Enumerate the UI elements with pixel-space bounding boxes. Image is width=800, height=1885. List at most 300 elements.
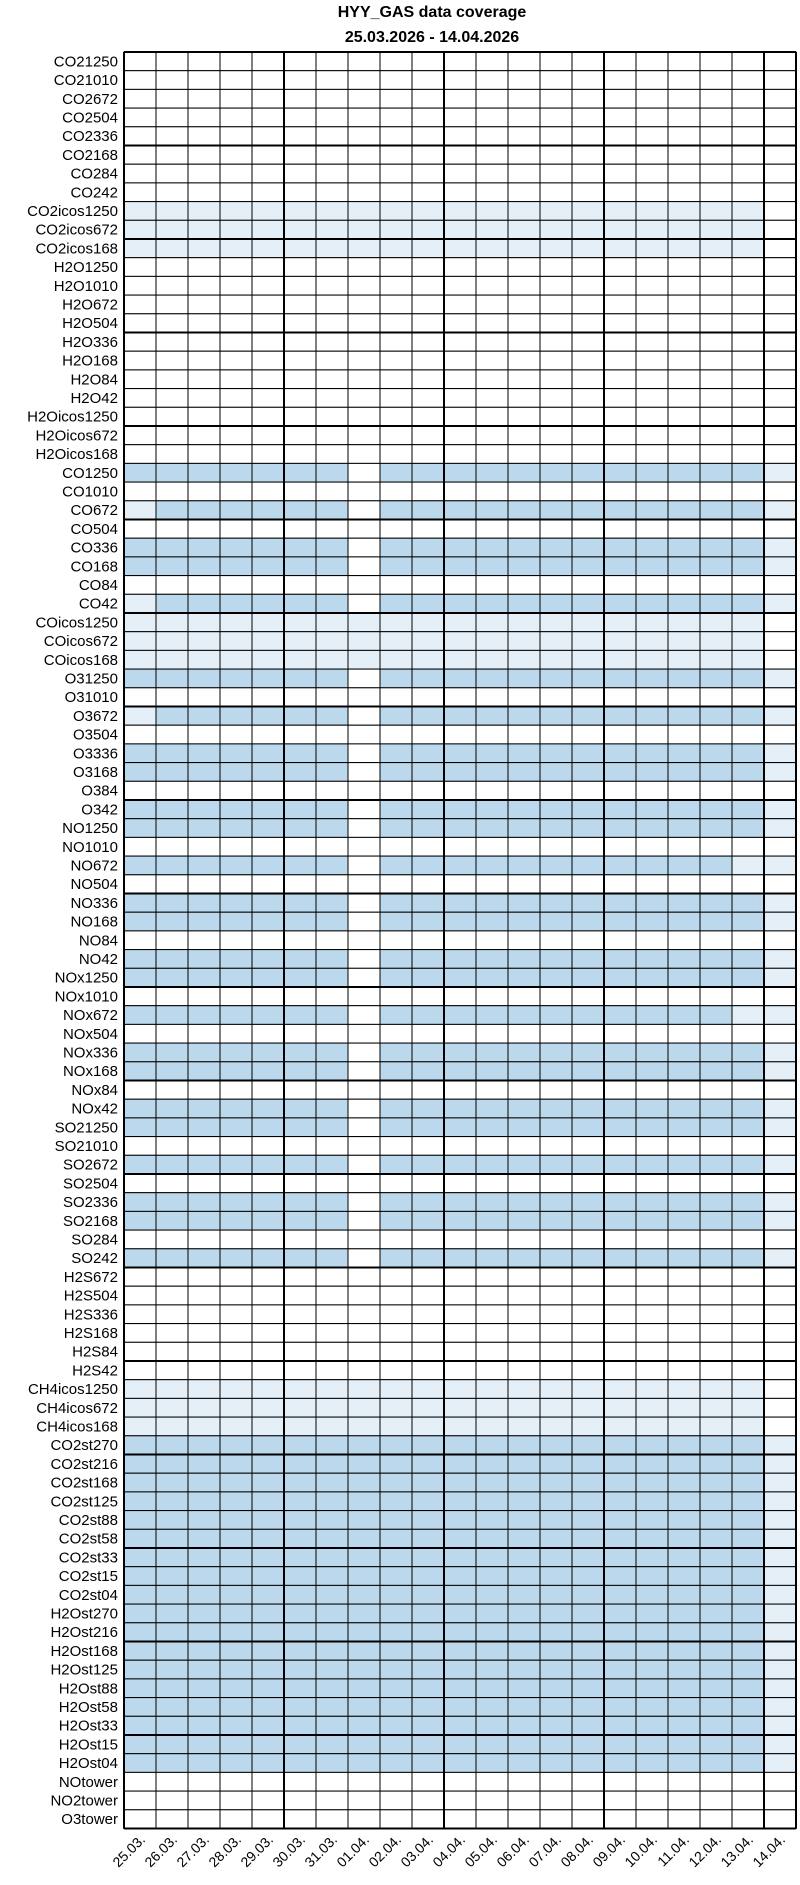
- coverage-cell: [412, 1043, 444, 1062]
- coverage-cell: [732, 800, 764, 819]
- coverage-cell: [380, 1567, 412, 1586]
- coverage-cell: [668, 1380, 700, 1399]
- coverage-cell: [572, 220, 604, 239]
- coverage-cell: [124, 1043, 156, 1062]
- coverage-cell: [412, 725, 444, 744]
- coverage-cell: [732, 89, 764, 108]
- coverage-cell: [604, 482, 636, 501]
- coverage-cell: [540, 407, 572, 426]
- coverage-cell: [508, 89, 540, 108]
- coverage-cell: [764, 669, 796, 688]
- coverage-cell: [636, 52, 668, 71]
- coverage-cell: [348, 351, 380, 370]
- coverage-cell: [348, 1791, 380, 1810]
- coverage-cell: [252, 1249, 284, 1268]
- coverage-cell: [476, 370, 508, 389]
- coverage-cell: [572, 276, 604, 295]
- coverage-cell: [188, 1529, 220, 1548]
- coverage-cell: [732, 445, 764, 464]
- coverage-cell: [124, 183, 156, 202]
- coverage-cell: [476, 1174, 508, 1193]
- coverage-cell: [380, 1137, 412, 1156]
- coverage-cell: [540, 1436, 572, 1455]
- coverage-cell: [604, 837, 636, 856]
- coverage-cell: [636, 1511, 668, 1530]
- coverage-cell: [700, 538, 732, 557]
- coverage-cell: [636, 1230, 668, 1249]
- row-label: CO84: [78, 576, 118, 594]
- coverage-cell: [732, 1492, 764, 1511]
- coverage-cell: [220, 1548, 252, 1567]
- coverage-cell: [316, 1623, 348, 1642]
- coverage-cell: [668, 688, 700, 707]
- row-label: CO2st216: [50, 1455, 118, 1473]
- coverage-cell: [732, 520, 764, 539]
- coverage-cell: [668, 1193, 700, 1212]
- coverage-cell: [540, 1305, 572, 1324]
- coverage-cell: [700, 1492, 732, 1511]
- coverage-cell: [604, 1548, 636, 1567]
- coverage-cell: [668, 1754, 700, 1773]
- coverage-cell: [220, 276, 252, 295]
- coverage-cell: [188, 71, 220, 90]
- coverage-cell: [668, 987, 700, 1006]
- coverage-cell: [572, 1324, 604, 1343]
- coverage-cell: [636, 613, 668, 632]
- coverage-cell: [668, 426, 700, 445]
- coverage-cell: [604, 819, 636, 838]
- coverage-cell: [508, 108, 540, 127]
- coverage-cell: [316, 707, 348, 726]
- coverage-cell: [444, 1660, 476, 1679]
- coverage-cell: [636, 333, 668, 352]
- coverage-cell: [188, 1698, 220, 1717]
- coverage-cell: [188, 1511, 220, 1530]
- coverage-cell: [444, 146, 476, 165]
- coverage-cell: [220, 220, 252, 239]
- coverage-cell: [508, 1230, 540, 1249]
- coverage-cell: [508, 1268, 540, 1287]
- coverage-cell: [220, 1698, 252, 1717]
- coverage-cell: [476, 819, 508, 838]
- coverage-cell: [316, 463, 348, 482]
- coverage-cell: [636, 1398, 668, 1417]
- row-label: COicos672: [43, 633, 118, 651]
- coverage-cell: [764, 314, 796, 333]
- coverage-cell: [220, 314, 252, 333]
- coverage-cell: [476, 1548, 508, 1567]
- coverage-cell: [668, 108, 700, 127]
- coverage-cell: [380, 800, 412, 819]
- coverage-cell: [220, 707, 252, 726]
- coverage-cell: [284, 632, 316, 651]
- coverage-cell: [508, 856, 540, 875]
- coverage-cell: [476, 1155, 508, 1174]
- coverage-cell: [764, 370, 796, 389]
- coverage-cell: [412, 1249, 444, 1268]
- coverage-cell: [220, 370, 252, 389]
- coverage-cell: [316, 71, 348, 90]
- coverage-cell: [764, 594, 796, 613]
- coverage-cell: [572, 1081, 604, 1100]
- coverage-cell: [508, 1735, 540, 1754]
- coverage-cell: [316, 613, 348, 632]
- coverage-cell: [188, 108, 220, 127]
- coverage-cell: [252, 1436, 284, 1455]
- coverage-cell: [124, 1249, 156, 1268]
- coverage-cell: [380, 445, 412, 464]
- coverage-cell: [316, 1567, 348, 1586]
- coverage-cell: [156, 482, 188, 501]
- coverage-cell: [444, 1155, 476, 1174]
- coverage-cell: [572, 931, 604, 950]
- row-label: O3672: [72, 707, 118, 725]
- coverage-cell: [572, 89, 604, 108]
- coverage-cell: [476, 389, 508, 408]
- coverage-cell: [604, 1417, 636, 1436]
- coverage-cell: [444, 239, 476, 258]
- coverage-cell: [412, 781, 444, 800]
- coverage-cell: [284, 1754, 316, 1773]
- coverage-cell: [700, 1567, 732, 1586]
- coverage-cell: [700, 202, 732, 221]
- coverage-cell: [604, 800, 636, 819]
- coverage-cell: [188, 1585, 220, 1604]
- coverage-cell: [188, 1455, 220, 1474]
- coverage-cell: [636, 501, 668, 520]
- coverage-cell: [412, 1211, 444, 1230]
- coverage-cell: [188, 987, 220, 1006]
- coverage-cell: [604, 1567, 636, 1586]
- coverage-cell: [476, 501, 508, 520]
- coverage-cell: [540, 707, 572, 726]
- coverage-cell: [700, 1024, 732, 1043]
- coverage-cell: [188, 1548, 220, 1567]
- coverage-cell: [732, 1268, 764, 1287]
- coverage-cell: [540, 258, 572, 277]
- coverage-cell: [348, 146, 380, 165]
- row-label: CH4icos168: [36, 1418, 118, 1436]
- coverage-cell: [476, 1511, 508, 1530]
- coverage-cell: [412, 1511, 444, 1530]
- coverage-cell: [764, 1473, 796, 1492]
- coverage-cell: [220, 1529, 252, 1548]
- coverage-cell: [380, 912, 412, 931]
- coverage-cell: [380, 1772, 412, 1791]
- coverage-cell: [540, 576, 572, 595]
- row-label: NO168: [70, 913, 118, 931]
- coverage-cell: [124, 1772, 156, 1791]
- coverage-cell: [540, 763, 572, 782]
- coverage-cell: [284, 1548, 316, 1567]
- coverage-cell: [604, 127, 636, 146]
- column-label: 10.04.: [621, 1831, 661, 1871]
- coverage-cell: [156, 1791, 188, 1810]
- coverage-cell: [156, 1772, 188, 1791]
- coverage-cell: [444, 613, 476, 632]
- coverage-cell: [380, 501, 412, 520]
- coverage-cell: [252, 463, 284, 482]
- row-label: NOx1010: [54, 988, 118, 1006]
- coverage-cell: [188, 538, 220, 557]
- coverage-cell: [348, 875, 380, 894]
- coverage-cell: [668, 1623, 700, 1642]
- coverage-cell: [636, 669, 668, 688]
- coverage-cell: [508, 239, 540, 258]
- coverage-cell: [636, 426, 668, 445]
- coverage-cell: [476, 1642, 508, 1661]
- coverage-cell: [572, 725, 604, 744]
- coverage-cell: [348, 763, 380, 782]
- coverage-cell: [124, 89, 156, 108]
- coverage-cell: [348, 482, 380, 501]
- coverage-cell: [764, 1585, 796, 1604]
- coverage-cell: [572, 1604, 604, 1623]
- coverage-cell: [316, 557, 348, 576]
- coverage-cell: [348, 71, 380, 90]
- coverage-cell: [316, 146, 348, 165]
- coverage-cell: [604, 52, 636, 71]
- coverage-cell: [124, 1698, 156, 1717]
- coverage-cell: [764, 1062, 796, 1081]
- coverage-cell: [444, 1043, 476, 1062]
- coverage-cell: [508, 950, 540, 969]
- coverage-cell: [252, 800, 284, 819]
- coverage-cell: [604, 1529, 636, 1548]
- coverage-cell: [284, 669, 316, 688]
- coverage-cell: [732, 1305, 764, 1324]
- coverage-cell: [636, 89, 668, 108]
- coverage-cell: [156, 1417, 188, 1436]
- coverage-cell: [412, 501, 444, 520]
- coverage-cell: [412, 763, 444, 782]
- coverage-cell: [764, 1099, 796, 1118]
- row-label: CO2st88: [58, 1511, 118, 1529]
- coverage-cell: [284, 71, 316, 90]
- coverage-cell: [444, 688, 476, 707]
- coverage-cell: [444, 538, 476, 557]
- coverage-cell: [764, 1642, 796, 1661]
- coverage-cell: [732, 707, 764, 726]
- coverage-cell: [220, 763, 252, 782]
- coverage-cell: [412, 1716, 444, 1735]
- coverage-cell: [636, 1043, 668, 1062]
- coverage-cell: [476, 202, 508, 221]
- coverage-cell: [284, 1810, 316, 1829]
- coverage-cell: [380, 744, 412, 763]
- coverage-cell: [188, 89, 220, 108]
- coverage-cell: [380, 669, 412, 688]
- coverage-cell: [508, 1772, 540, 1791]
- coverage-cell: [220, 744, 252, 763]
- coverage-cell: [188, 763, 220, 782]
- coverage-cell: [764, 71, 796, 90]
- coverage-cell: [636, 276, 668, 295]
- row-label: SO284: [71, 1231, 118, 1249]
- coverage-cell: [252, 688, 284, 707]
- coverage-cell: [220, 1735, 252, 1754]
- coverage-cell: [700, 183, 732, 202]
- coverage-cell: [540, 445, 572, 464]
- coverage-cell: [540, 987, 572, 1006]
- coverage-cell: [412, 71, 444, 90]
- row-label: CO168: [70, 558, 118, 576]
- coverage-cell: [316, 632, 348, 651]
- coverage-cell: [540, 1623, 572, 1642]
- coverage-cell: [252, 1810, 284, 1829]
- coverage-cell: [764, 1772, 796, 1791]
- coverage-cell: [124, 127, 156, 146]
- coverage-cell: [668, 183, 700, 202]
- coverage-cell: [732, 1604, 764, 1623]
- coverage-cell: [380, 1081, 412, 1100]
- coverage-cell: [252, 1062, 284, 1081]
- coverage-cell: [508, 445, 540, 464]
- coverage-cell: [220, 725, 252, 744]
- coverage-cell: [316, 202, 348, 221]
- coverage-cell: [508, 295, 540, 314]
- coverage-cell: [764, 1380, 796, 1399]
- coverage-cell: [124, 931, 156, 950]
- coverage-cell: [220, 1772, 252, 1791]
- coverage-cell: [700, 763, 732, 782]
- coverage-cell: [604, 987, 636, 1006]
- coverage-cell: [316, 800, 348, 819]
- coverage-cell: [700, 1436, 732, 1455]
- coverage-cell: [732, 239, 764, 258]
- row-label: NOx336: [62, 1044, 118, 1062]
- row-label: NO1010: [62, 838, 118, 856]
- coverage-cell: [316, 875, 348, 894]
- coverage-cell: [188, 501, 220, 520]
- coverage-cell: [444, 501, 476, 520]
- coverage-cell: [188, 819, 220, 838]
- coverage-cell: [668, 258, 700, 277]
- column-label: 11.04.: [654, 1831, 693, 1870]
- coverage-cell: [764, 183, 796, 202]
- coverage-cell: [572, 370, 604, 389]
- coverage-cell: [636, 1249, 668, 1268]
- coverage-cell: [348, 1361, 380, 1380]
- coverage-cell: [124, 239, 156, 258]
- coverage-cell: [508, 1679, 540, 1698]
- coverage-cell: [508, 744, 540, 763]
- coverage-cell: [636, 987, 668, 1006]
- coverage-cell: [732, 912, 764, 931]
- coverage-cell: [252, 295, 284, 314]
- coverage-cell: [668, 837, 700, 856]
- coverage-cell: [572, 146, 604, 165]
- coverage-cell: [508, 800, 540, 819]
- coverage-cells: [124, 52, 796, 1829]
- coverage-cell: [124, 763, 156, 782]
- coverage-cell: [284, 220, 316, 239]
- coverage-cell: [284, 146, 316, 165]
- coverage-cell: [604, 1642, 636, 1661]
- coverage-cell: [156, 1062, 188, 1081]
- coverage-cell: [284, 258, 316, 277]
- coverage-cell: [604, 1772, 636, 1791]
- coverage-cell: [252, 146, 284, 165]
- coverage-cell: [476, 1623, 508, 1642]
- coverage-cell: [380, 183, 412, 202]
- coverage-cell: [220, 1361, 252, 1380]
- coverage-cell: [700, 1698, 732, 1717]
- coverage-cell: [732, 1249, 764, 1268]
- row-label: CO21010: [53, 72, 118, 90]
- coverage-cell: [220, 1043, 252, 1062]
- coverage-cell: [348, 445, 380, 464]
- coverage-cell: [380, 1585, 412, 1604]
- coverage-cell: [764, 1548, 796, 1567]
- coverage-cell: [764, 744, 796, 763]
- coverage-cell: [220, 800, 252, 819]
- coverage-cell: [540, 819, 572, 838]
- coverage-cell: [348, 89, 380, 108]
- coverage-cell: [252, 1529, 284, 1548]
- coverage-cell: [252, 912, 284, 931]
- coverage-cell: [316, 1286, 348, 1305]
- coverage-cell: [508, 1249, 540, 1268]
- coverage-cell: [188, 351, 220, 370]
- coverage-cell: [252, 1380, 284, 1399]
- row-label: NO84: [78, 932, 118, 950]
- coverage-cell: [348, 931, 380, 950]
- coverage-cell: [156, 1081, 188, 1100]
- coverage-cell: [508, 71, 540, 90]
- coverage-cell: [700, 1174, 732, 1193]
- coverage-cell: [764, 1417, 796, 1436]
- coverage-cell: [252, 1772, 284, 1791]
- coverage-cell: [220, 445, 252, 464]
- row-label: H2Ost15: [58, 1736, 118, 1754]
- row-label: O342: [81, 801, 118, 819]
- coverage-cell: [380, 632, 412, 651]
- coverage-cell: [124, 1529, 156, 1548]
- coverage-cell: [476, 576, 508, 595]
- coverage-cell: [316, 669, 348, 688]
- coverage-cell: [252, 1324, 284, 1343]
- coverage-cell: [604, 202, 636, 221]
- coverage-cell: [316, 1417, 348, 1436]
- coverage-cell: [540, 912, 572, 931]
- coverage-cell: [476, 1810, 508, 1829]
- coverage-cell: [220, 1567, 252, 1586]
- coverage-cell: [540, 1211, 572, 1230]
- coverage-cell: [252, 894, 284, 913]
- coverage-cell: [540, 501, 572, 520]
- coverage-cell: [764, 1137, 796, 1156]
- coverage-cell: [412, 1024, 444, 1043]
- coverage-cell: [604, 1043, 636, 1062]
- coverage-cell: [508, 276, 540, 295]
- coverage-cell: [476, 89, 508, 108]
- coverage-cell: [444, 856, 476, 875]
- coverage-cell: [316, 501, 348, 520]
- coverage-cell: [188, 707, 220, 726]
- coverage-cell: [508, 202, 540, 221]
- coverage-cell: [476, 613, 508, 632]
- coverage-cell: [668, 164, 700, 183]
- coverage-cell: [124, 912, 156, 931]
- coverage-cell: [540, 426, 572, 445]
- row-label: CO2504: [62, 109, 118, 127]
- coverage-cell: [540, 1642, 572, 1661]
- coverage-cell: [700, 1286, 732, 1305]
- coverage-cell: [348, 538, 380, 557]
- column-label: 07.04.: [525, 1831, 565, 1871]
- coverage-cell: [540, 1342, 572, 1361]
